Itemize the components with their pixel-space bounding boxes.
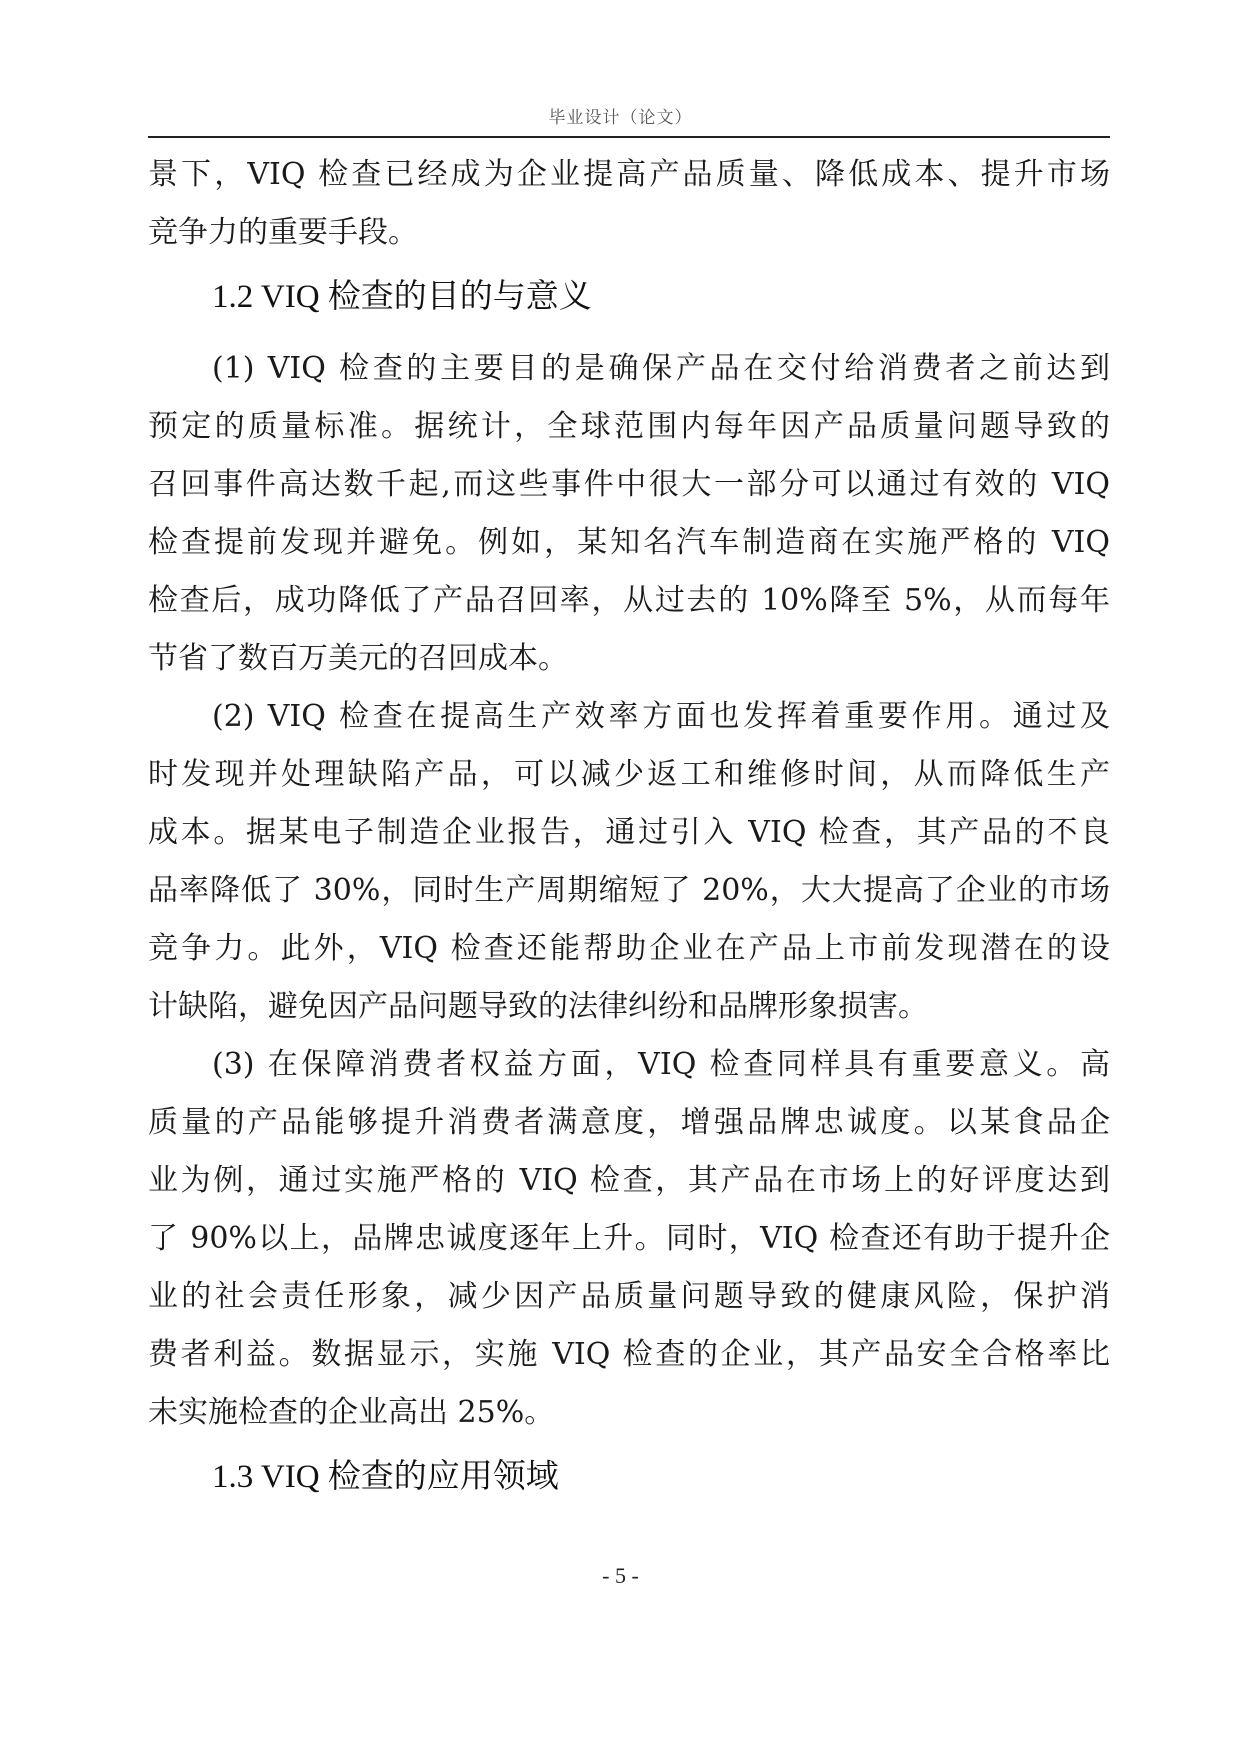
body-line: 景下，VIQ 检查已经成为企业提高产品质量、降低成本、提升市场 [148, 157, 1110, 192]
body-line: (2) VIQ 检查在提高生产效率方面也发挥着重要作用。通过及 [212, 699, 1110, 734]
body-line: 成本。据某电子制造企业报告，通过引入 VIQ 检查，其产品的不良 [148, 815, 1110, 850]
body-line: 时发现并处理缺陷产品，可以减少返工和维修时间，从而降低生产 [148, 757, 1110, 792]
body-line: 质量的产品能够提升消费者满意度，增强品牌忠诚度。以某食品企 [148, 1105, 1110, 1140]
body-line: 竞争力的重要手段。 [148, 215, 418, 250]
body-line: 了 90%以上，品牌忠诚度逐年上升。同时，VIQ 检查还有助于提升企 [148, 1221, 1110, 1256]
body-line: (1) VIQ 检查的主要目的是确保产品在交付给消费者之前达到 [212, 351, 1110, 386]
body-line: 品率降低了 30%，同时生产周期缩短了 20%，大大提高了企业的市场 [148, 873, 1110, 908]
page-body [148, 146, 1110, 1512]
header-rule [148, 136, 1110, 138]
body-line: 费者利益。数据显示，实施 VIQ 检查的企业，其产品安全合格率比 [148, 1337, 1110, 1372]
body-line: (3) 在保障消费者权益方面，VIQ 检查同样具有重要意义。高 [212, 1047, 1110, 1082]
body-line: 预定的质量标准。据统计，全球范围内每年因产品质量问题导致的 [148, 409, 1110, 444]
body-line: 业的社会责任形象，减少因产品质量问题导致的健康风险，保护消 [148, 1279, 1110, 1314]
body-line: 检查后，成功降低了产品召回率，从过去的 10%降至 5%，从而每年 [148, 583, 1110, 618]
body-line: 未实施检查的企业高出 25%。 [148, 1395, 555, 1430]
body-line: 计缺陷，避免因产品问题导致的法律纠纷和品牌形象损害。 [148, 989, 928, 1024]
section-heading-1-3: 1.3 VIQ 检查的应用领域 [212, 1459, 559, 1495]
section-heading-1-2: 1.2 VIQ 检查的目的与意义 [212, 279, 592, 315]
body-line: 竞争力。此外，VIQ 检查还能帮助企业在产品上市前发现潜在的设 [148, 931, 1110, 966]
body-line: 节省了数百万美元的召回成本。 [148, 641, 568, 676]
page-number: - 5 - [602, 1563, 639, 1588]
body-line: 检查提前发现并避免。例如，某知名汽车制造商在实施严格的 VIQ [148, 525, 1110, 560]
body-line: 召回事件高达数千起,而这些事件中很大一部分可以通过有效的 VIQ [148, 467, 1110, 502]
running-header: 毕业设计（论文） [548, 108, 693, 128]
body-line: 业为例，通过实施严格的 VIQ 检查，其产品在市场上的好评度达到 [148, 1163, 1110, 1198]
